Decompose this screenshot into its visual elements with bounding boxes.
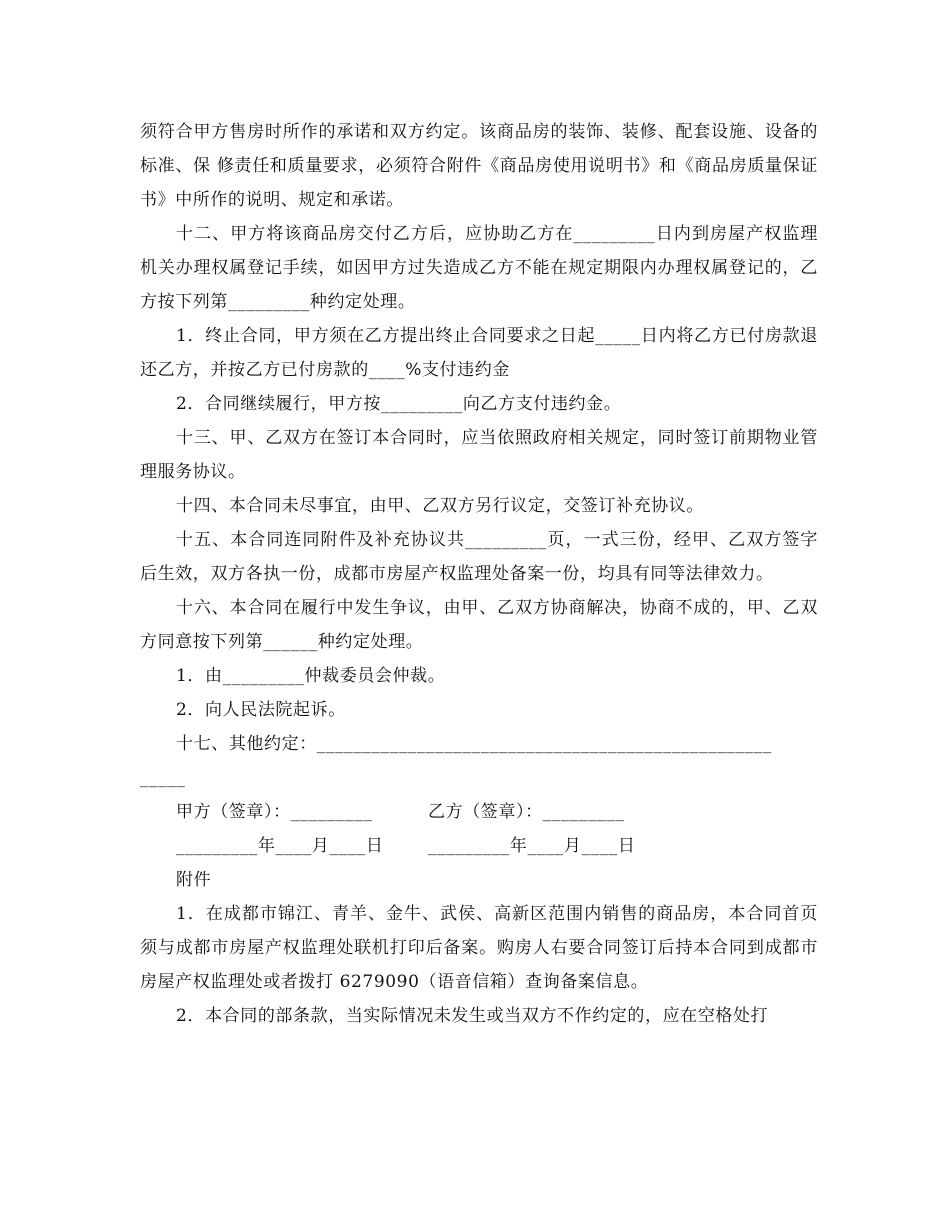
clause-16-option-1: 1．由_________仲裁委员会仲裁。 [176,666,446,686]
clause-14: 十四、本合同未尽事宜，由甲、乙双方另行议定，交签订补充协议。 [176,496,704,516]
party-a-date: _________年____月____日 [176,836,384,856]
clause-16-option-2: 2．向人民法院起诉。 [176,700,346,720]
clause-17: 十七、其他约定：__________________________________________________ [176,734,772,754]
party-b-date: _________年____月____日 [428,836,636,856]
clause-16: 十六、本合同在履行中发生争议，由甲、乙双方协商解决，协商不成的，甲、乙双方同意按下列第______种约定处理。 [140,598,818,652]
clause-12-option-1: 1．终止合同，甲方须在乙方提出终止合同要求之日起_____日内将乙方已付房款退还乙方，并按乙方已付房款的____%支付违约金 [140,326,818,380]
signature-row [140,795,818,829]
clause-12-option-2: 2．合同继续履行，甲方按_________向乙方支付违约金。 [176,394,622,414]
appendix-item-2: 2．本合同的部条款，当实际情况未发生或当双方不作约定的，应在空格处打 [176,1006,769,1026]
clause-15: 十五、本合同连同附件及补充协议共_________页，一式三份，经甲、乙双方签字后生效，双方各执一份，成都市房屋产权监理处备案一份，均具有同等法律效力。 [140,530,818,584]
clause-17-underline-tail: _____ [140,768,186,788]
party-b-signature: 乙方（签章）：_________ [428,802,625,822]
contract-body [140,115,818,1033]
signature-date-row [140,829,818,863]
paragraph-continuation: 须符合甲方售房时所作的承诺和双方约定。该商品房的装饰、装修、配套设施、设备的标准、保 修责任和质量要求，必须符合附件《商品房使用说明书》和《商品房质量保证书》中所作的说明、规定和承诺。 [140,122,818,210]
appendix-item-1: 1．在成都市锦江、青羊、金牛、武侯、高新区范围内销售的商品房，本合同首页须与成都市房屋产权监理处联机打印后备案。购房人右要合同签订后持本合同到成都市房屋产权监理处或者拨打 6279090（语音信箱）查询备案信息。 [140,904,818,992]
clause-12: 十二、甲方将该商品房交付乙方后，应协助乙方在_________日内到房屋产权监理机关办理权属登记手续，如因甲方过失造成乙方不能在规定期限内办理权属登记的，乙方按下列第_________种约定处理。 [140,224,818,312]
clause-13: 十三、甲、乙双方在签订本合同时，应当依照政府相关规定，同时签订前期物业管理服务协议。 [140,428,818,482]
party-a-signature: 甲方（签章）：_________ [176,802,373,822]
appendix-title: 附件 [176,870,212,890]
